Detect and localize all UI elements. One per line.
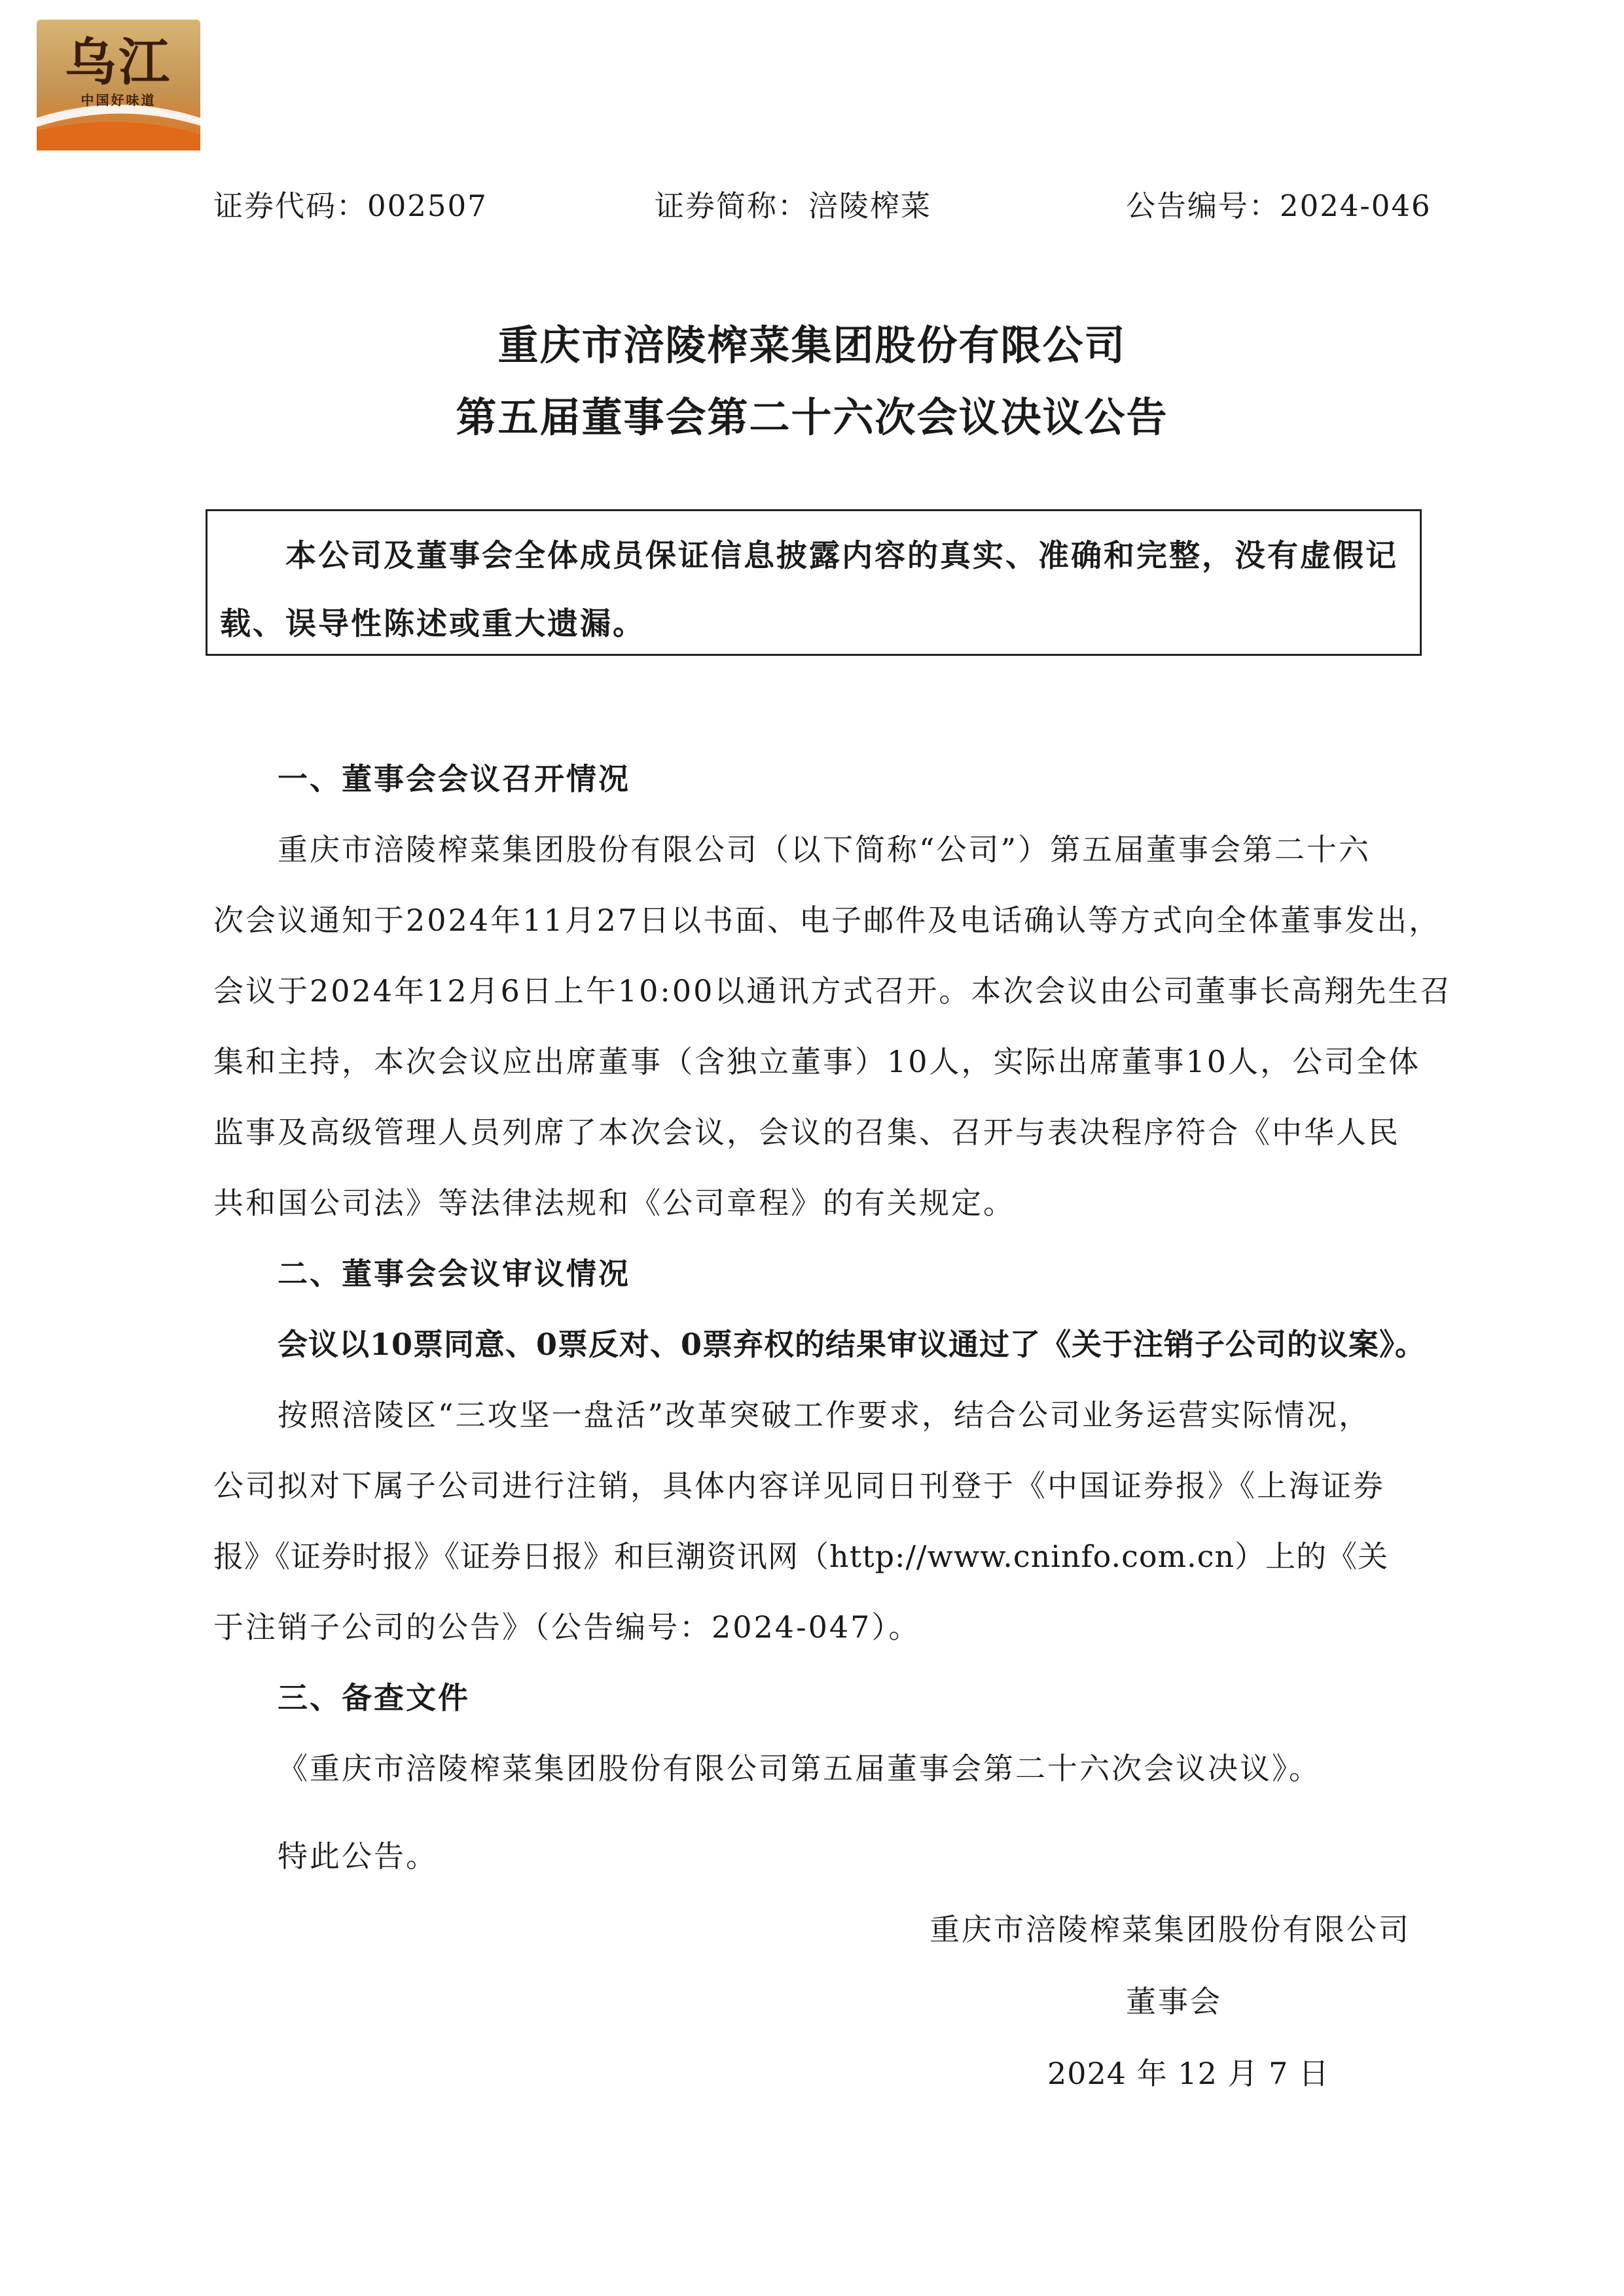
section-3-heading: 三、备查文件 — [278, 1680, 470, 1715]
logo-brand-text: 乌江 — [64, 33, 173, 92]
section-2-resolution: 会议以10票同意、0票反对、0票弃权的结果审议通过了《关于注销子公司的议案》。 — [278, 1327, 1426, 1362]
signature-company: 重庆市涪陵榨菜集团股份有限公司 — [929, 1912, 1411, 1947]
section-3-document: 《重庆市涪陵榨菜集团股份有限公司第五届董事会第二十六次会议决议》。 — [278, 1751, 1321, 1786]
section-1-line: 共和国公司法》等法律法规和《公司章程》的有关规定。 — [213, 1185, 1015, 1221]
section-2-line: 报》《证券时报》《证券日报》和巨潮资讯网（http://www.cninfo.com.cn）上的《关 — [213, 1539, 1389, 1574]
section-1-line: 集和主持，本次会议应出席董事（含独立董事）10人，实际出席董事10人，公司全体 — [213, 1044, 1421, 1079]
declaration-line-2: 载、误导性陈述或重大遗漏。 — [220, 606, 645, 642]
section-1-heading: 一、董事会会议召开情况 — [278, 761, 630, 797]
section-2-line: 于注销子公司的公告》（公告编号：2024-047）。 — [213, 1609, 921, 1645]
announcement-number: 公告编号：2024-046 — [1126, 188, 1432, 223]
declaration-line-1: 本公司及董事会全体成员保证信息披露内容的真实、准确和完整，没有虚假记 — [285, 538, 1398, 574]
section-2-line: 公司拟对下属子公司进行注销，具体内容详见同日刊登于《中国证券报》《上海证券 — [213, 1468, 1385, 1503]
signature-board: 董事会 — [1126, 1984, 1222, 2019]
signature-date: 2024 年 12 月 7 日 — [1047, 2056, 1329, 2091]
section-2-line: 按照涪陵区“三攻坚一盘活”改革突破工作要求，结合公司业务运营实际情况， — [278, 1397, 1371, 1433]
section-1-line: 监事及高级管理人员列席了本次会议，会议的召集、召开与表决程序符合《中华人民 — [213, 1115, 1400, 1150]
section-2-heading: 二、董事会会议审议情况 — [278, 1256, 630, 1291]
company-logo — [37, 20, 200, 151]
title-company: 重庆市涪陵榨菜集团股份有限公司 — [497, 321, 1127, 369]
section-1-line: 重庆市涪陵榨菜集团股份有限公司（以下简称“公司”）第五届董事会第二十六 — [278, 832, 1371, 867]
logo-slogan: 中国好味道 — [81, 92, 156, 108]
section-1-line: 次会议通知于2024年11月27日以书面、电子邮件及电话确认等方式向全体董事发出， — [213, 903, 1441, 938]
stock-code: 证券代码：002507 — [213, 188, 488, 223]
closing-notice: 特此公告。 — [278, 1839, 438, 1874]
section-1-line: 会议于2024年12月6日上午10:00以通讯方式召开。本次会议由公司董事长高翔先生召 — [213, 973, 1453, 1009]
title-announcement: 第五届董事会第二十六次会议决议公告 — [456, 393, 1168, 441]
stock-abbreviation: 证券简称：涪陵榨菜 — [655, 188, 932, 223]
